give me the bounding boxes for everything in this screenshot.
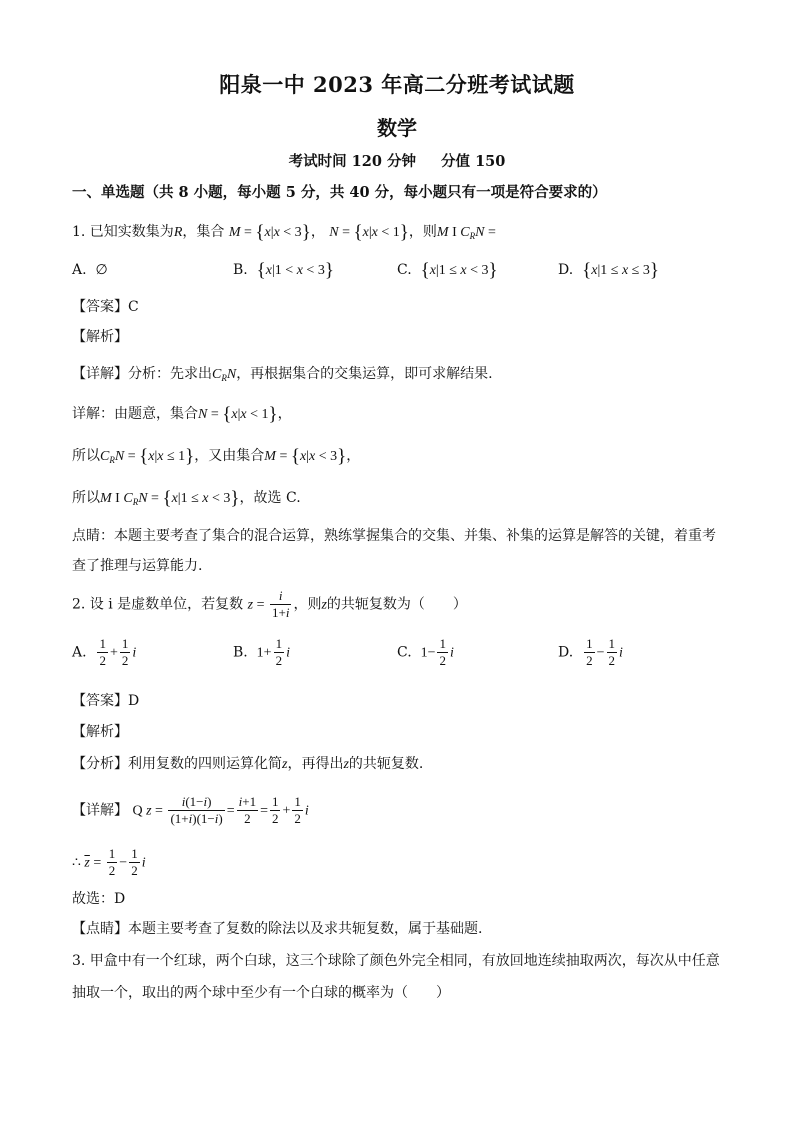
q2-choose: 故选：D <box>72 891 126 907</box>
q2-detail: 【详解】 Q z = $\frac{i(1-i)}{(1+i)(1-i)}$ = $\frac{i+1}{2}$ = $\frac{1}{2}$ + $\frac{1}{2}$ i <box>72 794 309 826</box>
question-3-line-2: 抽取一个，取出的两个球中至少有一个白球的概率为（ ） <box>72 985 450 1001</box>
question-3-line-1: 3. 甲盒中有一个红球，两个白球，这三个球除了颜色外完全相同，有放回地连续抽取两次，每次从中任意 <box>72 953 720 969</box>
q1-comment-line-1: 点睛：本题主要考查了集合的混合运算，熟练掌握集合的交集、并集、补集的运算是解答的关键，着重考 <box>72 528 716 544</box>
q1-option-d: D. {x|1 ≤ x ≤ 3} <box>558 260 659 281</box>
q1-option-a: A. ∅ <box>72 262 108 278</box>
exam-score: 分值 150 <box>441 153 506 170</box>
q2-fenxi: 【分析】利用复数的四则运算化简z，再得出z的共轭复数. <box>72 756 424 772</box>
exam-title: 阳泉一中 2023 年高二分班考试试题 <box>219 72 575 97</box>
subject-title: 数学 <box>377 116 417 140</box>
q2-comment: 【点睛】本题主要考查了复数的除法以及求共轭复数，属于基础题. <box>72 921 483 937</box>
q1-answer: 【答案】C <box>72 299 139 315</box>
q2-option-d: D. $\frac{1}{2}$ − $\frac{1}{2}$ i <box>558 636 623 668</box>
q1-comment-line-2: 查了推理与运算能力. <box>72 558 203 574</box>
section-heading: 一、单选题（共 8 小题，每小题 5 分，共 40 分，每小题只有一项是符合要求的） <box>72 184 607 201</box>
q1-solution-line-1: 详解：由题意，集合N = {x|x < 1}， <box>72 404 292 425</box>
q1-analysis: 【解析】 <box>72 329 128 345</box>
q1-detail: 【详解】分析：先求出$C_RN$，再根据集合的交集运算，即可求解结果. <box>72 366 493 383</box>
q2-option-b: B. 1+ $\frac{1}{2}$ i <box>233 636 290 668</box>
q2-option-a: A. $\frac{1}{2}$ + $\frac{1}{2}$ i <box>72 636 137 668</box>
q1-option-b: B. {x|1 < x < 3} <box>233 260 334 281</box>
q1-solution-line-2: 所以$C_RN = \{x|x \le 1\}$，又由集合M = {x|x < 3}， <box>72 446 361 467</box>
exam-time: 考试时间 120 分钟 <box>288 153 416 170</box>
question-2-stem: 2. 设 i 是虚数单位，若复数 z = $\frac{i}{1+i}$ ，则z的共轭复数为（ ） <box>72 588 467 620</box>
q1-solution-line-3: 所以M I $C_RN = \{x|1 \le x < 3\}$，故选 C. <box>72 488 301 509</box>
exam-info <box>0 150 794 171</box>
q2-option-c: C. 1− $\frac{1}{2}$ i <box>397 636 454 668</box>
q2-answer: 【答案】D <box>72 693 140 709</box>
q2-conjugate: ∴ $\overline{z}$ = $\frac{1}{2}$ − $\frac{1}{2}$ i <box>72 846 146 878</box>
q2-analysis: 【解析】 <box>72 724 128 740</box>
question-1-stem: 1. 已知实数集为R，集合 M = {x|x < 3}， N = {x|x < 1}，则M I $C_RN$ = <box>72 222 496 243</box>
q1-option-c: C. {x|1 ≤ x < 3} <box>397 260 498 281</box>
